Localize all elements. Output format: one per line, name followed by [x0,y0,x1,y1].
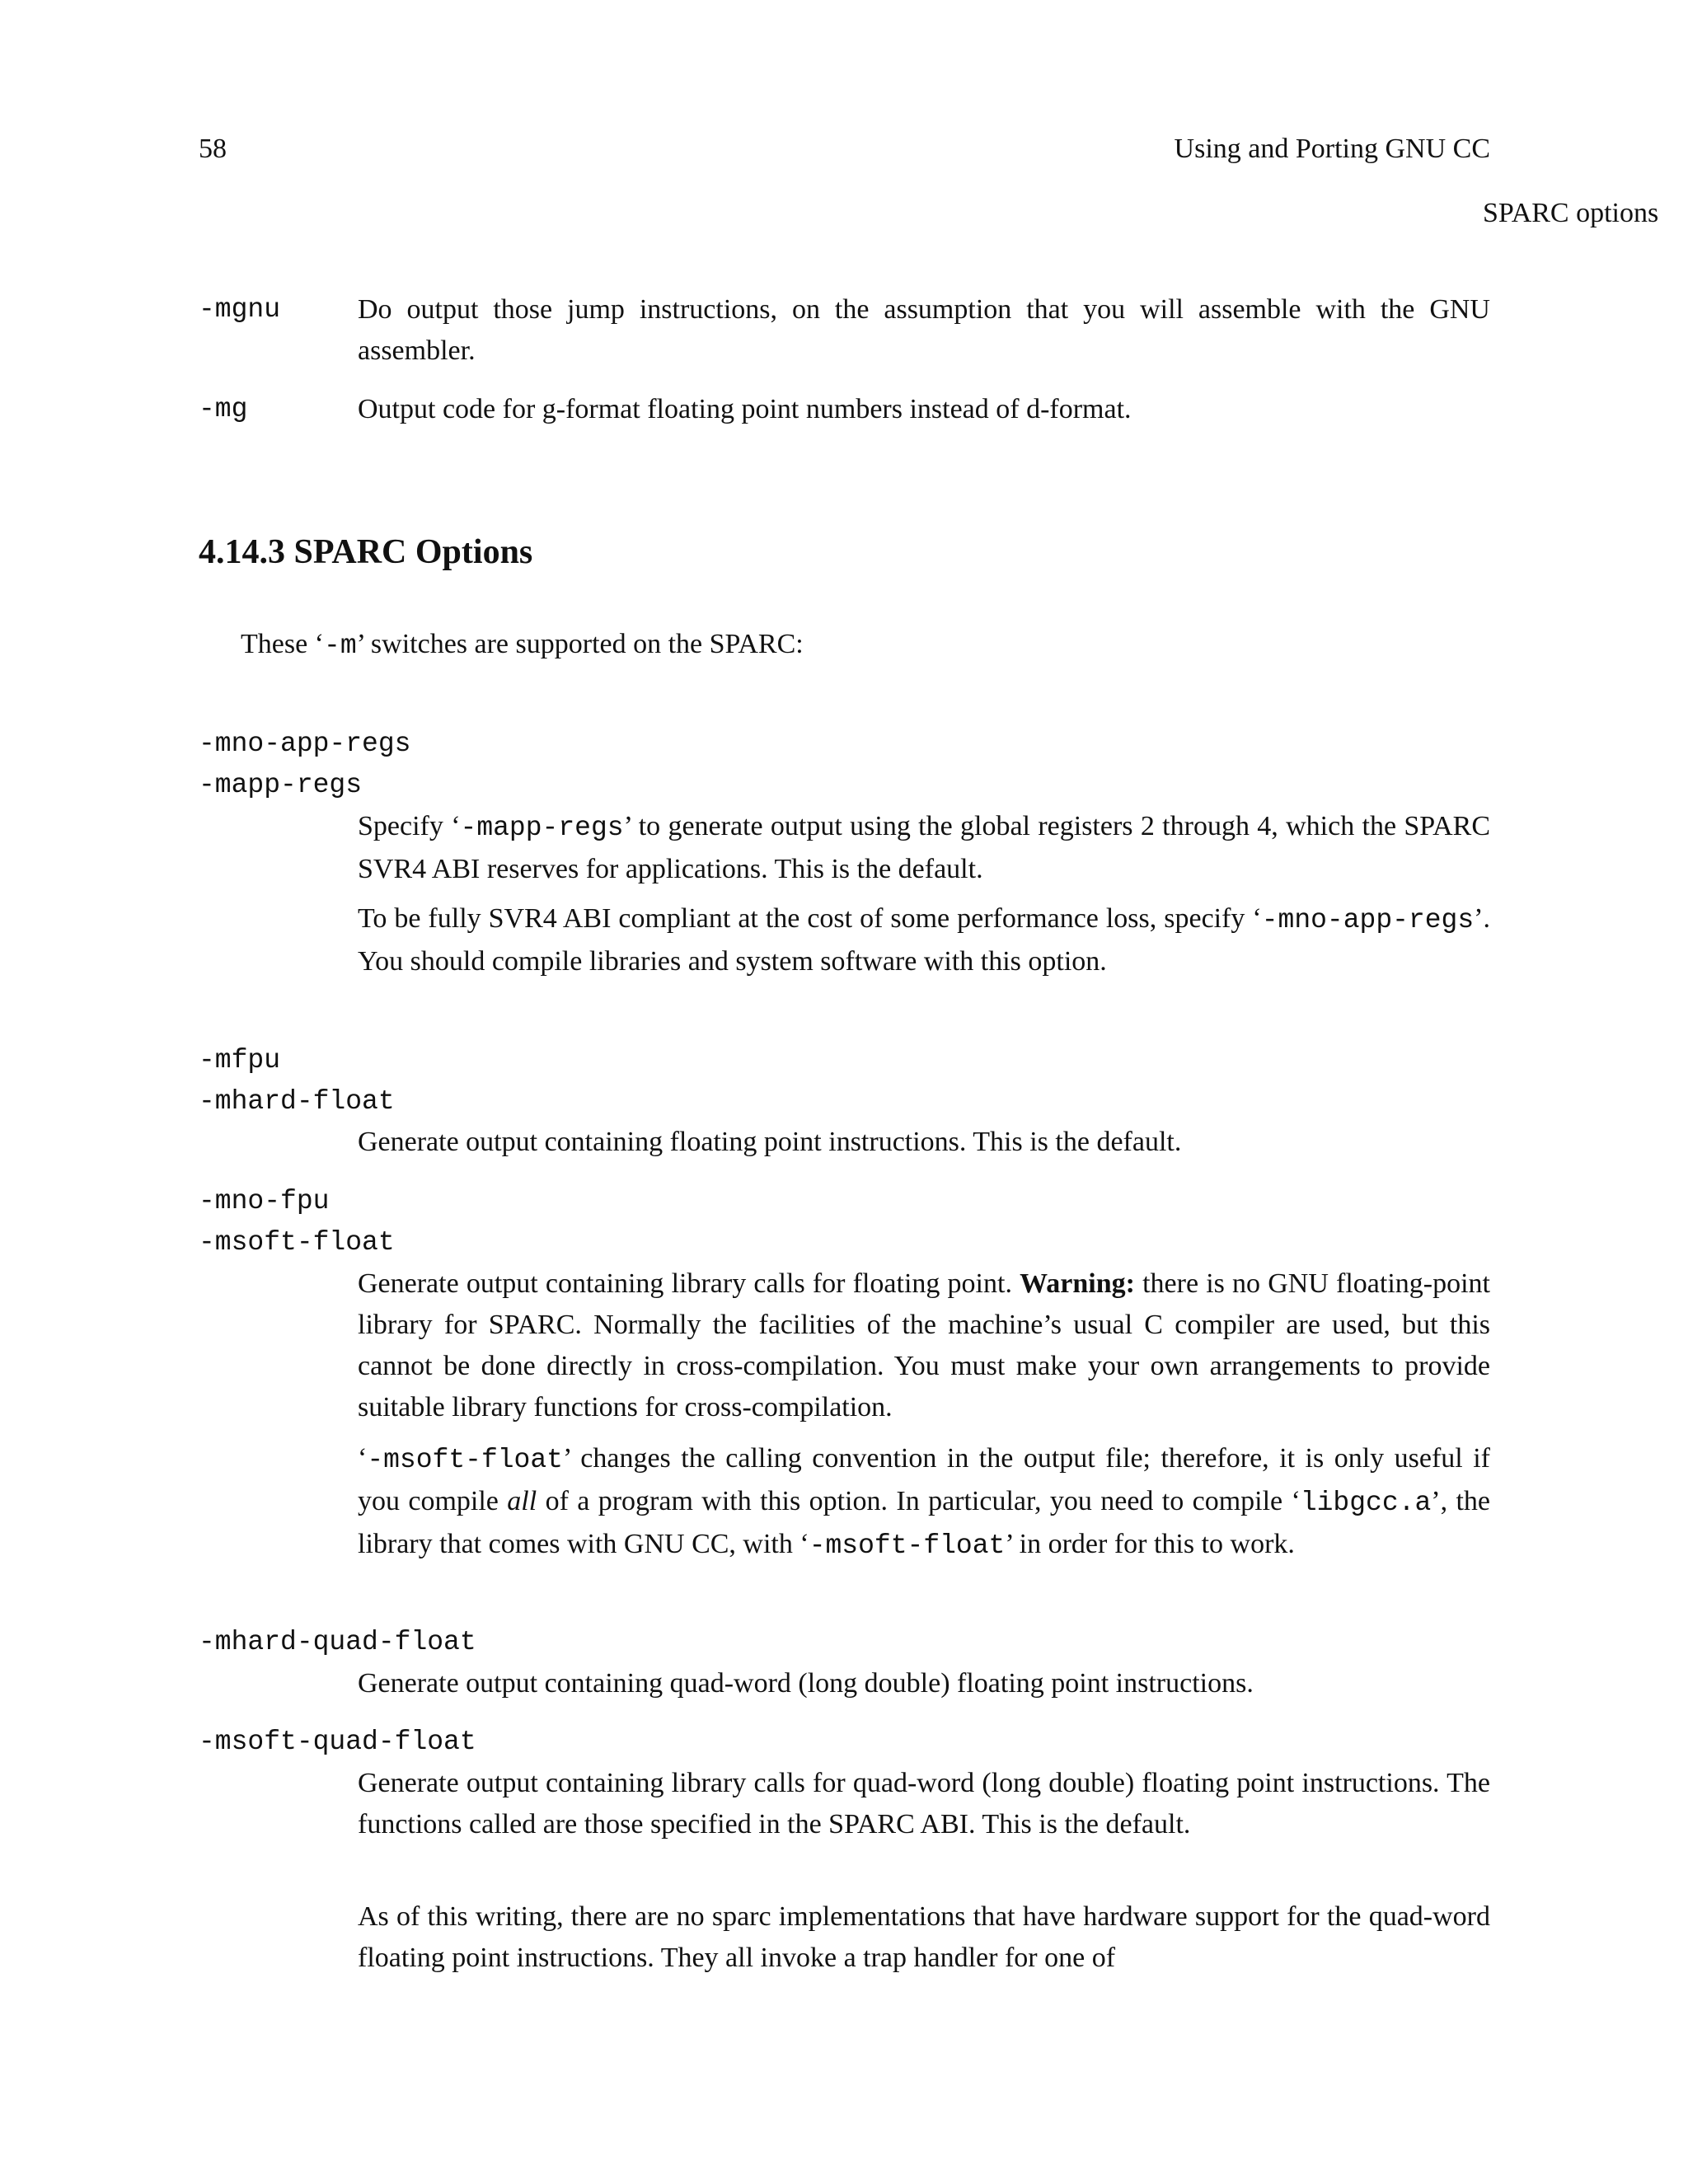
soft-float-text-4: ’ in order for this to work. [1005,1529,1295,1559]
soft-float-p2-open: ‘ [358,1443,368,1474]
app-regs-p1-code: -mapp-regs [460,813,624,843]
hard-quad-description: Generate output containing quad-word (long double) floating point instructions. [358,1668,1254,1699]
soft-float-code-3: -msoft-float [809,1530,1006,1561]
soft-float-code-2: libgcc.a [1300,1488,1432,1518]
soft-float-description-1 [358,1263,1490,1428]
option-term-mg: -mg [199,394,248,424]
app-regs-p2-after: ’. You should compile libraries and system software with this option. [358,903,1490,977]
app-regs-description-1 [358,806,1490,890]
soft-float-p1-before: Generate output containing library calls for floating point. [358,1268,1020,1299]
app-regs-p2-before: To be fully SVR4 ABI compliant at the cost of some performance loss, specify ‘ [358,903,1262,934]
soft-quad-description-1: Generate output containing library calls for quad-word (long double) floating point instructions. The functions called are those specified in the SPARC ABI. This is the default. [358,1768,1490,1840]
section-intro [241,624,804,667]
intro-text-before: These ‘ [241,629,325,659]
option-term-mno-app-regs: -mno-app-regs [199,729,411,759]
soft-float-p1-after: there is no GNU floating-point library for SPARC. Normally the facilities of the machine’s usual C compiler are used, but this cannot be done directly in cross-compilation. You must make your own arrangements to provide suitable library functions for cross-compilation. [358,1268,1490,1422]
page-number: 58 [199,134,227,164]
option-term-mgnu: -mgnu [199,294,281,325]
option-term-mfpu: -mfpu [199,1045,281,1076]
app-regs-description-2 [358,898,1490,982]
app-regs-p1-before: Specify ‘ [358,811,461,841]
warning-label: Warning: [1020,1268,1135,1299]
option-term-msoft-float: -msoft-float [199,1227,395,1258]
fpu-description: Generate output containing floating point instructions. This is the default. [358,1127,1182,1157]
intro-text-after: ’ switches are supported on the SPARC: [356,629,804,659]
soft-float-description-2 [358,1438,1490,1567]
running-title: Using and Porting GNU CC [1174,134,1490,164]
option-description-mgnu: Do output those jump instructions, on the assumption that you will assemble with the GNU assembler. [358,294,1490,366]
option-term-mhard-float: -mhard-float [199,1086,395,1117]
soft-float-text-1: ’ changes the calling convention in the output file; therefore, it is only useful if you compile [358,1443,1490,1516]
soft-float-text-3: ’, the library that comes with GNU CC, with ‘ [358,1486,1491,1559]
option-term-mno-fpu: -mno-fpu [199,1186,330,1216]
app-regs-p1-after: ’ to generate output using the global registers 2 through 4, which the SPARC SVR4 ABI reserves for applications. This is the default. [358,811,1490,884]
app-regs-p2-code: -mno-app-regs [1261,905,1475,935]
soft-quad-description-2: As of this writing, there are no sparc implementations that have hardware support for the quad-word floating point instructions. They all invoke a trap handler for one of [358,1901,1490,1973]
soft-float-code-1: -msoft-float [367,1445,563,1475]
section-heading: 4.14.3 SPARC Options [199,533,533,571]
option-term-msoft-quad-float: -msoft-quad-float [199,1727,476,1757]
option-description-mg: Output code for g-format floating point numbers instead of d-format. [358,394,1132,424]
section-mark: SPARC options [1483,198,1659,228]
soft-float-text-2: of a program with this option. In particular, you need to compile ‘ [537,1486,1301,1516]
option-term-mapp-regs: -mapp-regs [199,770,363,800]
intro-code: -m [324,630,357,661]
emphasis-all: all [507,1486,537,1516]
option-term-mhard-quad-float: -mhard-quad-float [199,1627,476,1657]
